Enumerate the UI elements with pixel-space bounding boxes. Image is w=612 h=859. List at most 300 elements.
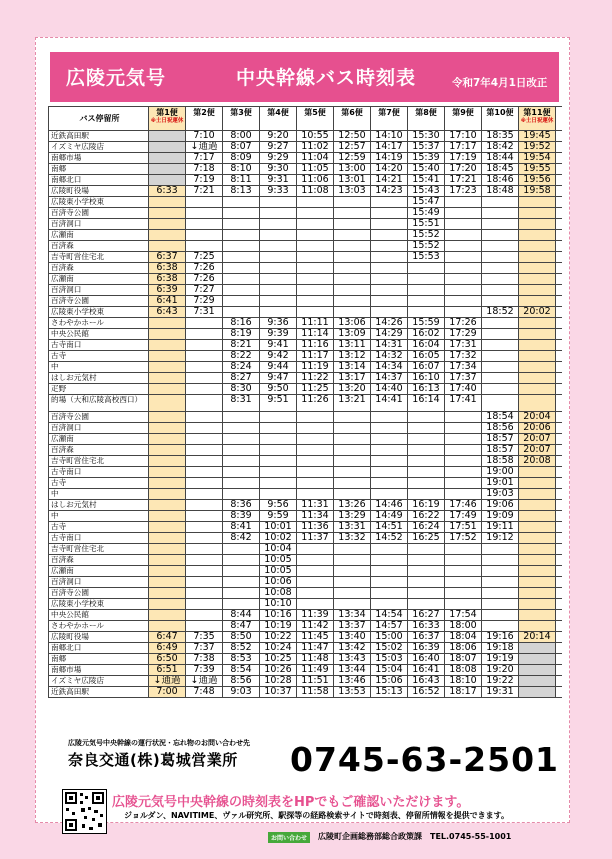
time-cell bbox=[482, 351, 519, 361]
time-cell: 15:51 bbox=[408, 219, 445, 229]
time-cell bbox=[519, 500, 556, 510]
table-row bbox=[48, 676, 562, 687]
time-cell: 13:00 bbox=[334, 164, 371, 174]
time-cell: 6:51 bbox=[149, 665, 186, 675]
time-cell bbox=[371, 555, 408, 565]
table-row bbox=[48, 384, 562, 395]
stop-name: 広陵東小学校東 bbox=[48, 197, 149, 207]
run-header bbox=[371, 107, 408, 130]
time-cell: 8:16 bbox=[223, 318, 260, 328]
time-cell bbox=[371, 230, 408, 240]
stop-name: 百済洞口 bbox=[48, 577, 149, 587]
time-cell bbox=[149, 340, 186, 350]
time-cell: 14:20 bbox=[371, 164, 408, 174]
time-cell bbox=[149, 445, 186, 455]
table-row bbox=[48, 533, 562, 544]
time-cell: 12:59 bbox=[334, 153, 371, 163]
time-cell bbox=[482, 230, 519, 240]
time-cell bbox=[445, 566, 482, 576]
time-cell: 18:56 bbox=[482, 423, 519, 433]
time-cell bbox=[482, 285, 519, 295]
stop-name: 古寺南口 bbox=[48, 467, 149, 477]
time-cell bbox=[223, 467, 260, 477]
stop-name: 中央公民館 bbox=[48, 329, 149, 339]
time-cell: 18:17 bbox=[445, 687, 482, 697]
time-cell: 7:00 bbox=[149, 687, 186, 697]
table-row bbox=[48, 687, 562, 698]
time-cell bbox=[149, 544, 186, 554]
time-cell: 17:54 bbox=[445, 610, 482, 620]
time-cell bbox=[149, 489, 186, 499]
time-cell: 10:01 bbox=[260, 522, 297, 532]
time-cell bbox=[297, 577, 334, 587]
time-cell bbox=[149, 197, 186, 207]
stop-name: 広陵東小学校東 bbox=[48, 599, 149, 609]
time-cell bbox=[149, 555, 186, 565]
time-cell bbox=[334, 445, 371, 455]
stop-name: 南郷市場 bbox=[48, 153, 149, 163]
stop-name: 広陵町役場 bbox=[48, 632, 149, 642]
time-cell bbox=[371, 285, 408, 295]
time-cell bbox=[482, 252, 519, 262]
time-cell: 16:10 bbox=[408, 373, 445, 383]
time-cell bbox=[482, 588, 519, 598]
time-cell: 14:34 bbox=[371, 362, 408, 372]
stop-name: 近鉄高田駅 bbox=[48, 131, 149, 141]
time-cell bbox=[260, 274, 297, 284]
time-cell: 16:33 bbox=[408, 621, 445, 631]
table-row bbox=[48, 197, 562, 208]
time-cell: 6:39 bbox=[149, 285, 186, 295]
time-cell: 10:16 bbox=[260, 610, 297, 620]
time-cell: 8:11 bbox=[223, 175, 260, 185]
time-cell: 7:10 bbox=[186, 131, 223, 141]
time-cell bbox=[260, 230, 297, 240]
time-cell bbox=[297, 274, 334, 284]
time-cell bbox=[223, 566, 260, 576]
time-cell bbox=[408, 296, 445, 306]
time-cell bbox=[371, 489, 408, 499]
time-cell bbox=[186, 329, 223, 339]
time-cell: 13:06 bbox=[334, 318, 371, 328]
time-cell: 16:02 bbox=[408, 329, 445, 339]
time-cell bbox=[519, 599, 556, 609]
time-cell: 7:19 bbox=[186, 175, 223, 185]
time-cell bbox=[519, 588, 556, 598]
time-cell bbox=[186, 489, 223, 499]
time-cell: 15:39 bbox=[408, 153, 445, 163]
time-cell bbox=[408, 566, 445, 576]
stop-name: さわやかホール bbox=[48, 621, 149, 631]
time-cell: 17:34 bbox=[445, 362, 482, 372]
time-cell: 17:31 bbox=[445, 340, 482, 350]
time-cell: 8:09 bbox=[223, 153, 260, 163]
time-cell bbox=[519, 351, 556, 361]
time-cell bbox=[149, 511, 186, 521]
time-cell bbox=[186, 412, 223, 422]
time-cell: 18:07 bbox=[445, 654, 482, 664]
time-cell: 18:08 bbox=[445, 665, 482, 675]
time-cell: 17:20 bbox=[445, 164, 482, 174]
run-number: 第1便 bbox=[156, 108, 178, 117]
time-cell bbox=[149, 329, 186, 339]
stop-name: 百済洞口 bbox=[48, 285, 149, 295]
time-cell bbox=[260, 445, 297, 455]
time-cell bbox=[186, 522, 223, 532]
stop-name: 古寺南口 bbox=[48, 340, 149, 350]
time-cell bbox=[297, 544, 334, 554]
time-cell bbox=[223, 555, 260, 565]
time-cell bbox=[519, 373, 556, 383]
time-cell: 19:58 bbox=[519, 186, 556, 196]
time-cell: 13:03 bbox=[334, 186, 371, 196]
time-cell: 7:39 bbox=[186, 665, 223, 675]
time-cell: 9:33 bbox=[260, 186, 297, 196]
time-cell bbox=[223, 219, 260, 229]
time-cell: 14:40 bbox=[371, 384, 408, 394]
table-row bbox=[48, 555, 562, 566]
time-cell bbox=[223, 296, 260, 306]
time-cell bbox=[371, 434, 408, 444]
time-cell bbox=[223, 456, 260, 466]
time-cell: 17:46 bbox=[445, 500, 482, 510]
time-cell: 10:37 bbox=[260, 687, 297, 697]
time-cell: 20:06 bbox=[519, 423, 556, 433]
time-cell: 10:04 bbox=[260, 544, 297, 554]
time-cell: 15:02 bbox=[371, 643, 408, 653]
run-header bbox=[408, 107, 445, 130]
time-cell bbox=[482, 384, 519, 394]
time-cell bbox=[445, 241, 482, 251]
stop-name: 百済森 bbox=[48, 241, 149, 251]
qr-code-icon[interactable] bbox=[62, 789, 107, 834]
time-cell bbox=[371, 208, 408, 218]
time-cell bbox=[260, 208, 297, 218]
table-row bbox=[48, 318, 562, 329]
time-cell bbox=[408, 577, 445, 587]
time-cell bbox=[297, 456, 334, 466]
time-cell bbox=[408, 263, 445, 273]
stop-name: 中央公民館 bbox=[48, 610, 149, 620]
time-cell bbox=[149, 434, 186, 444]
time-cell: 7:25 bbox=[186, 252, 223, 262]
time-cell: 13:42 bbox=[334, 643, 371, 653]
time-cell: 19:20 bbox=[482, 665, 519, 675]
time-cell: 15:37 bbox=[408, 142, 445, 152]
time-cell: 9:51 bbox=[260, 395, 297, 411]
time-cell bbox=[334, 555, 371, 565]
time-cell bbox=[445, 197, 482, 207]
time-cell bbox=[334, 241, 371, 251]
time-cell: 18:06 bbox=[445, 643, 482, 653]
time-cell: 17:41 bbox=[445, 395, 482, 411]
time-cell: 9:56 bbox=[260, 500, 297, 510]
time-cell bbox=[186, 478, 223, 488]
time-cell: 15:53 bbox=[408, 252, 445, 262]
table-row bbox=[48, 186, 562, 197]
time-cell bbox=[445, 263, 482, 273]
time-cell bbox=[149, 566, 186, 576]
time-cell bbox=[297, 478, 334, 488]
time-cell: 8:31 bbox=[223, 395, 260, 411]
time-cell: 18:54 bbox=[482, 412, 519, 422]
time-cell: 17:23 bbox=[445, 186, 482, 196]
time-cell bbox=[297, 588, 334, 598]
stop-name: 古寺 bbox=[48, 351, 149, 361]
time-cell: 11:36 bbox=[297, 522, 334, 532]
time-cell: 7:37 bbox=[186, 643, 223, 653]
time-cell bbox=[334, 285, 371, 295]
stop-name: 南郷 bbox=[48, 654, 149, 664]
time-cell bbox=[186, 533, 223, 543]
time-cell bbox=[519, 384, 556, 394]
time-cell: 13:26 bbox=[334, 500, 371, 510]
time-cell bbox=[334, 208, 371, 218]
time-cell bbox=[334, 296, 371, 306]
time-cell bbox=[445, 489, 482, 499]
time-cell: 8:27 bbox=[223, 373, 260, 383]
time-cell bbox=[519, 478, 556, 488]
stop-name: 的場（大和広陵高校西口） bbox=[48, 395, 149, 411]
time-cell bbox=[223, 197, 260, 207]
table-row bbox=[48, 434, 562, 445]
time-cell bbox=[445, 478, 482, 488]
time-cell: 20:02 bbox=[519, 307, 556, 317]
time-cell: 19:12 bbox=[482, 533, 519, 543]
time-cell bbox=[371, 296, 408, 306]
time-cell bbox=[186, 599, 223, 609]
time-cell: 14:37 bbox=[371, 373, 408, 383]
time-cell bbox=[445, 230, 482, 240]
time-cell: 19:01 bbox=[482, 478, 519, 488]
time-cell: 15:30 bbox=[408, 131, 445, 141]
time-cell bbox=[445, 252, 482, 262]
time-cell: 9:36 bbox=[260, 318, 297, 328]
stop-name: はしお元気村 bbox=[48, 500, 149, 510]
time-cell: 14:19 bbox=[371, 153, 408, 163]
time-cell: 18:10 bbox=[445, 676, 482, 686]
time-cell: 18:42 bbox=[482, 142, 519, 152]
run-number: 第3便 bbox=[230, 108, 252, 117]
table-row bbox=[48, 219, 562, 230]
time-cell bbox=[519, 241, 556, 251]
search-notice: ジョルダン、NAVITIME、ヴァル研究所、駅探等の経路検索サイトで時刻表、停留所情報を提供できます。 bbox=[124, 811, 510, 820]
time-cell bbox=[519, 230, 556, 240]
time-cell bbox=[408, 467, 445, 477]
time-cell: 17:52 bbox=[445, 533, 482, 543]
time-cell: 15:03 bbox=[371, 654, 408, 664]
time-cell: 8:50 bbox=[223, 632, 260, 642]
time-cell bbox=[371, 219, 408, 229]
time-cell bbox=[482, 197, 519, 207]
time-cell: 10:22 bbox=[260, 632, 297, 642]
time-cell: 13:29 bbox=[334, 511, 371, 521]
time-cell bbox=[371, 478, 408, 488]
time-cell bbox=[371, 252, 408, 262]
time-cell: 11:11 bbox=[297, 318, 334, 328]
table-row bbox=[48, 142, 562, 153]
time-cell: 14:29 bbox=[371, 329, 408, 339]
time-cell: 17:26 bbox=[445, 318, 482, 328]
time-cell bbox=[149, 577, 186, 587]
time-cell: 9:50 bbox=[260, 384, 297, 394]
time-cell bbox=[371, 197, 408, 207]
table-row bbox=[48, 654, 562, 665]
time-cell bbox=[260, 467, 297, 477]
table-row bbox=[48, 252, 562, 263]
time-cell bbox=[260, 412, 297, 422]
time-cell: 18:57 bbox=[482, 445, 519, 455]
run-header bbox=[445, 107, 482, 130]
time-cell bbox=[186, 511, 223, 521]
time-cell bbox=[297, 296, 334, 306]
line-name: 広陵元気号 bbox=[66, 67, 167, 89]
time-cell bbox=[408, 412, 445, 422]
time-cell bbox=[519, 263, 556, 273]
time-cell: 13:01 bbox=[334, 175, 371, 185]
time-cell: 9:47 bbox=[260, 373, 297, 383]
time-cell: 11:49 bbox=[297, 665, 334, 675]
time-cell bbox=[371, 241, 408, 251]
stop-name: 南郷北口 bbox=[48, 175, 149, 185]
table-row bbox=[48, 511, 562, 522]
time-cell bbox=[334, 274, 371, 284]
time-cell bbox=[519, 533, 556, 543]
time-cell: 19:18 bbox=[482, 643, 519, 653]
time-cell: 12:50 bbox=[334, 131, 371, 141]
time-cell: 18:58 bbox=[482, 456, 519, 466]
time-cell bbox=[260, 478, 297, 488]
time-cell bbox=[445, 555, 482, 565]
time-cell: 13:44 bbox=[334, 665, 371, 675]
time-cell bbox=[149, 500, 186, 510]
time-cell: 15:41 bbox=[408, 175, 445, 185]
time-cell: 9:39 bbox=[260, 329, 297, 339]
time-cell: 14:31 bbox=[371, 340, 408, 350]
time-cell: 19:22 bbox=[482, 676, 519, 686]
time-cell bbox=[334, 197, 371, 207]
time-cell bbox=[260, 241, 297, 251]
time-cell: 19:19 bbox=[482, 654, 519, 664]
time-cell bbox=[334, 577, 371, 587]
time-cell: 11:26 bbox=[297, 395, 334, 411]
time-cell: 19:06 bbox=[482, 500, 519, 510]
time-cell bbox=[408, 434, 445, 444]
time-cell bbox=[519, 340, 556, 350]
time-cell: 10:19 bbox=[260, 621, 297, 631]
time-cell bbox=[186, 467, 223, 477]
time-cell: 20:04 bbox=[519, 412, 556, 422]
stop-name: 中 bbox=[48, 362, 149, 372]
time-cell: 13:43 bbox=[334, 654, 371, 664]
time-cell bbox=[334, 544, 371, 554]
time-cell: 13:31 bbox=[334, 522, 371, 532]
time-cell: 14:41 bbox=[371, 395, 408, 411]
table-row bbox=[48, 610, 562, 621]
time-cell bbox=[186, 362, 223, 372]
time-cell: 17:19 bbox=[445, 153, 482, 163]
time-cell: 6:43 bbox=[149, 307, 186, 317]
time-cell: 18:04 bbox=[445, 632, 482, 642]
table-row bbox=[48, 274, 562, 285]
time-cell bbox=[297, 241, 334, 251]
time-cell: 13:46 bbox=[334, 676, 371, 686]
time-cell: 16:07 bbox=[408, 362, 445, 372]
time-cell: 16:05 bbox=[408, 351, 445, 361]
time-cell bbox=[519, 577, 556, 587]
time-cell: 17:37 bbox=[445, 373, 482, 383]
time-cell bbox=[186, 610, 223, 620]
time-cell bbox=[519, 621, 556, 631]
time-cell: 19:11 bbox=[482, 522, 519, 532]
time-cell bbox=[482, 566, 519, 576]
time-cell bbox=[519, 643, 556, 653]
time-cell bbox=[445, 588, 482, 598]
time-cell bbox=[445, 412, 482, 422]
stop-name: さわやかホール bbox=[48, 318, 149, 328]
time-cell: 9:41 bbox=[260, 340, 297, 350]
time-cell: 11:14 bbox=[297, 329, 334, 339]
run-header bbox=[223, 107, 260, 130]
time-cell bbox=[445, 599, 482, 609]
stop-name: はしお元気村 bbox=[48, 373, 149, 383]
time-cell: 18:35 bbox=[482, 131, 519, 141]
table-row bbox=[48, 643, 562, 654]
time-cell: 14:46 bbox=[371, 500, 408, 510]
time-cell: 11:37 bbox=[297, 533, 334, 543]
time-cell bbox=[223, 588, 260, 598]
stop-name: 吉寺町営住宅北 bbox=[48, 544, 149, 554]
table-row bbox=[48, 208, 562, 219]
time-cell bbox=[223, 478, 260, 488]
time-cell bbox=[445, 285, 482, 295]
time-cell: 13:20 bbox=[334, 384, 371, 394]
time-cell bbox=[186, 241, 223, 251]
time-cell bbox=[371, 274, 408, 284]
time-cell: 16:39 bbox=[408, 643, 445, 653]
stop-name: 広瀬南 bbox=[48, 274, 149, 284]
time-cell bbox=[186, 351, 223, 361]
table-row bbox=[48, 362, 562, 373]
time-cell: 11:47 bbox=[297, 643, 334, 653]
time-cell bbox=[519, 676, 556, 686]
table-row bbox=[48, 478, 562, 489]
page-title: 中央幹線バス時刻表 bbox=[236, 67, 417, 89]
time-cell bbox=[297, 489, 334, 499]
time-cell: 6:38 bbox=[149, 274, 186, 284]
time-cell: 8:19 bbox=[223, 329, 260, 339]
time-cell bbox=[519, 395, 556, 411]
time-cell: 16:22 bbox=[408, 511, 445, 521]
time-cell bbox=[186, 577, 223, 587]
table-row bbox=[48, 285, 562, 296]
time-cell: 8:13 bbox=[223, 186, 260, 196]
table-row bbox=[48, 588, 562, 599]
phone-number: 0745-63-2501 bbox=[290, 740, 560, 779]
time-cell: 16:24 bbox=[408, 522, 445, 532]
time-cell: 16:37 bbox=[408, 632, 445, 642]
run-number: 第6便 bbox=[341, 108, 363, 117]
time-cell: 16:14 bbox=[408, 395, 445, 411]
time-cell: 17:32 bbox=[445, 351, 482, 361]
time-cell: 13:53 bbox=[334, 687, 371, 697]
table-row bbox=[48, 566, 562, 577]
time-cell bbox=[519, 329, 556, 339]
time-cell bbox=[297, 599, 334, 609]
time-cell: 9:30 bbox=[260, 164, 297, 174]
time-cell: 15:59 bbox=[408, 318, 445, 328]
time-cell bbox=[482, 274, 519, 284]
